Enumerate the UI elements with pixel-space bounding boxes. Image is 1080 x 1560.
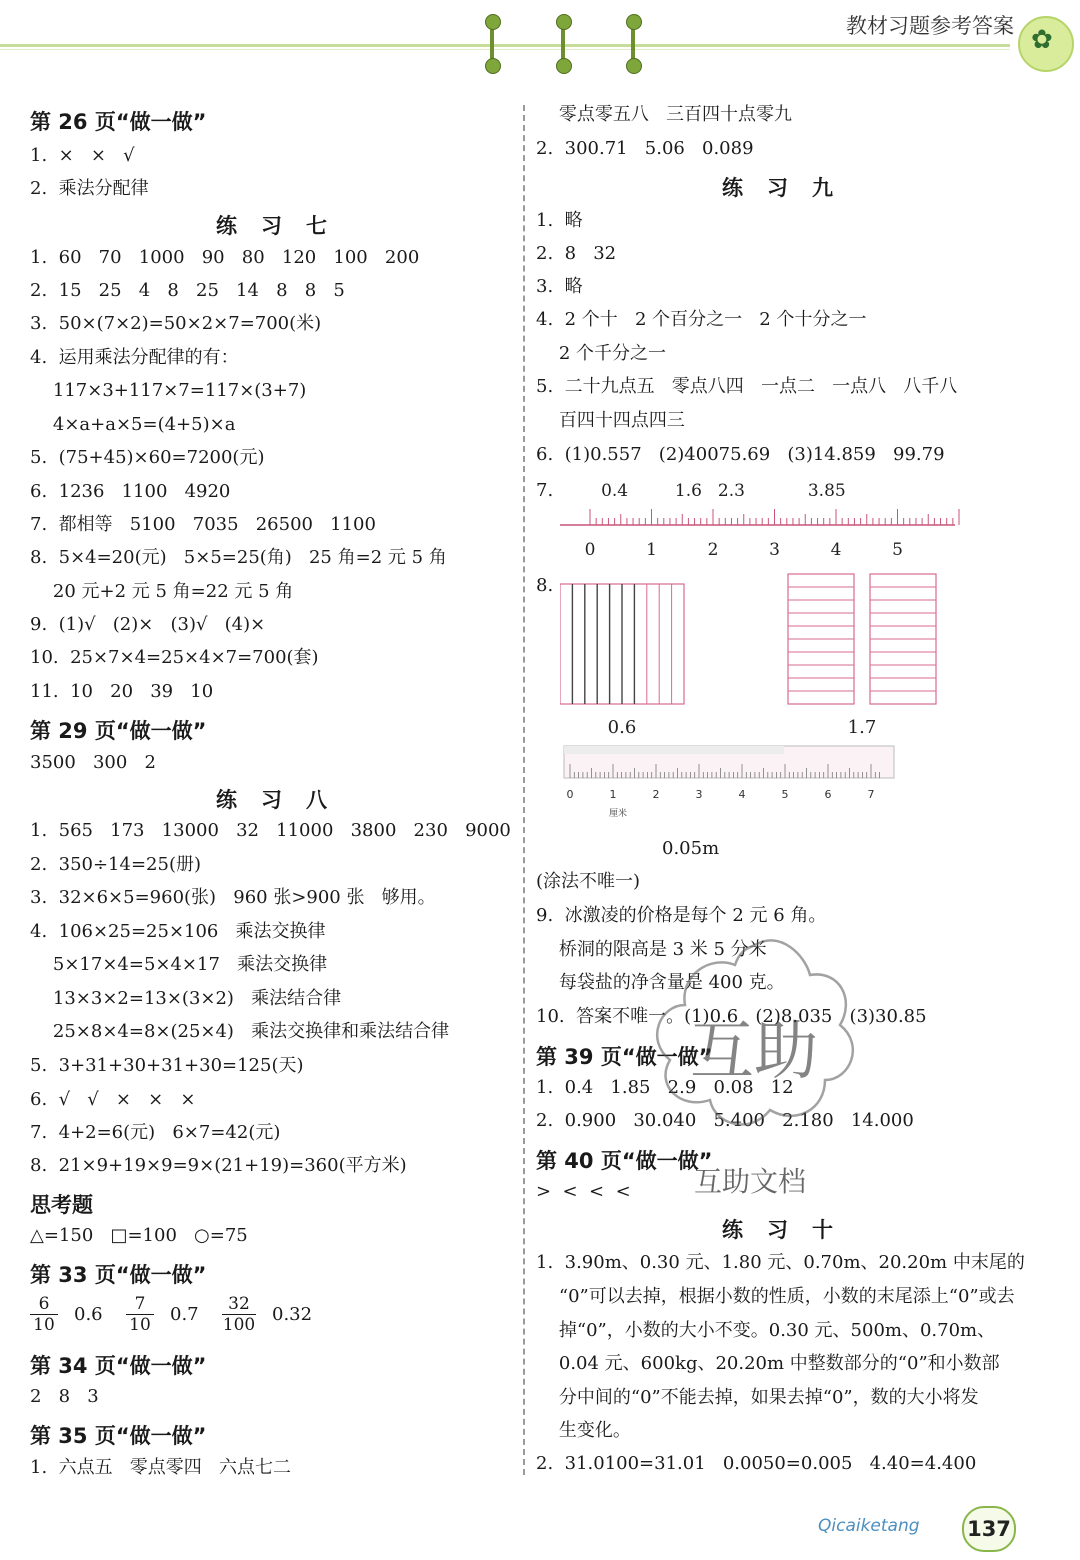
answer-line: 7. 都相等 5100 7035 26500 1100 <box>30 514 376 535</box>
left-column <box>30 0 520 1500</box>
answer-line: 13×3×2=13×(3×2) 乘法结合律 <box>30 988 342 1009</box>
answer-line: > < < < <box>536 1181 631 1202</box>
answer-line: “0”可以去掉，根据小数的性质，小数的末尾添上“0”或去 <box>536 1286 1015 1307</box>
denominator: 10 <box>129 1315 151 1335</box>
answer-line: 百四十四点四三 <box>536 410 685 431</box>
ruler-tick-label: 4 <box>830 540 842 560</box>
exercise-title: 练习七 <box>216 214 351 238</box>
decimal-value: 0.6 <box>74 1304 103 1325</box>
answer-line: 2. 300.71 5.06 0.089 <box>536 138 754 159</box>
grid-label: 1.7 <box>847 717 877 738</box>
watermark-small: 互助文档 <box>694 1165 807 1198</box>
decimal-value: 0.32 <box>272 1304 313 1325</box>
ruler-unit: 厘米 <box>608 809 628 819</box>
answer-line: △=150 □=100 ○=75 <box>30 1225 248 1246</box>
answer-line: 3. 略 <box>536 276 583 297</box>
answer-line: 117×3+117×7=117×(3+7) <box>30 380 307 401</box>
answer-line: 9. (1)√ (2)× (3)√ (4)× <box>30 614 266 635</box>
grid-1-whole <box>788 574 854 704</box>
ruler-tick-label: 3 <box>695 788 703 801</box>
answer-line: 3. 32×6×5=960(张) 960 张>900 张 够用。 <box>30 887 436 908</box>
answer-line: 1. 六点五 零点零四 六点七二 <box>30 1457 291 1478</box>
answer-line: 1. 60 70 1000 90 80 120 100 200 <box>30 247 420 268</box>
answer-line: 4×a+a×5=(4+5)×a <box>30 414 236 435</box>
answer-line: 11. 10 20 39 10 <box>30 681 214 702</box>
ruler-answer: 0.05m <box>662 838 720 859</box>
answer-line: 1. 565 173 13000 32 11000 3800 230 9000 <box>30 820 511 841</box>
ruler-tick-label: 2 <box>652 788 660 801</box>
ruler-mark-label: 3.85 <box>807 481 846 501</box>
section-heading: 第 40 页“做一做” <box>536 1149 713 1173</box>
numerator: 32 <box>222 1294 256 1315</box>
fraction <box>30 1294 58 1335</box>
answer-line: 4. 运用乘法分配律的有： <box>30 347 239 368</box>
ruler-tick-label: 4 <box>738 788 746 801</box>
answer-line: 9. 冰激凌的价格是每个 2 元 6 角。 <box>536 905 827 926</box>
ruler-tick-label: 0 <box>584 540 596 560</box>
section-heading: 第 33 页“做一做” <box>30 1263 207 1287</box>
fraction <box>222 1294 256 1335</box>
ruler-tick-label: 5 <box>781 788 789 801</box>
answer-line: 20 元+2 元 5 角=22 元 5 角 <box>30 581 294 602</box>
section-heading: 第 34 页“做一做” <box>30 1354 207 1378</box>
page-number: 137 <box>962 1506 1016 1552</box>
grid-1-part <box>870 574 936 704</box>
ruler-mark-label: 0.4 <box>601 481 629 501</box>
ruler-highlight <box>564 746 784 754</box>
section-heading: 第 39 页“做一做” <box>536 1045 713 1069</box>
exercise-title: 练习八 <box>216 788 351 812</box>
centimeter-ruler <box>560 740 920 820</box>
answer-line: 3500 300 2 <box>30 752 156 773</box>
ruler-mark-label: 1.6 <box>674 481 702 501</box>
watermark-big: 互助 <box>690 1015 818 1089</box>
answer-line: 2 8 3 <box>30 1386 99 1407</box>
denominator: 100 <box>222 1315 256 1335</box>
answer-line: 1. × × √ <box>30 145 135 166</box>
answer-line: 10. 答案不唯一。(1)0.6 (2)8.035 (3)30.85 <box>536 1006 927 1027</box>
section-heading: 第 26 页“做一做” <box>30 110 207 134</box>
header-title: 教材习题参考答案 <box>846 14 1014 38</box>
answer-line: 7. 4+2=6(元) 6×7=42(元) <box>30 1122 281 1143</box>
answer-line: 桥洞的限高是 3 米 5 分米 <box>536 939 767 960</box>
ruler-tick-label: 0 <box>566 788 574 801</box>
exercise-title: 练习十 <box>722 1218 857 1242</box>
answer-line: 0.04 元、600kg、20.20m 中整数部分的“0”和小数部 <box>536 1353 1000 1374</box>
answer-line: 6. 1236 1100 4920 <box>30 481 231 502</box>
answer-line: 3. 50×(7×2)=50×2×7=700(米) <box>30 313 322 334</box>
answer-line: 每袋盐的净含量是 400 克。 <box>536 972 785 993</box>
answer-line: 分中间的“0”不能去掉，如果去掉“0”，数的大小将发 <box>536 1387 979 1408</box>
answer-line: 1. 0.4 1.85 2.9 0.08 12 <box>536 1077 794 1098</box>
ruler-tick-label: 2 <box>707 540 719 560</box>
grid-0-6 <box>560 584 684 704</box>
section-heading: 思考题 <box>30 1193 93 1217</box>
answer-line: 1. 略 <box>536 210 583 231</box>
answer-line: 6. (1)0.557 (2)40075.69 (3)14.859 99.79 <box>536 444 945 465</box>
answer-line: 5. 二十九点五 零点八四 一点二 一点八 八千八 <box>536 376 958 397</box>
ruler-tick-label: 1 <box>646 540 657 560</box>
answer-line: 2. 15 25 4 8 25 14 8 8 5 <box>30 280 345 301</box>
number-line-ruler <box>560 470 960 565</box>
answer-line: 掉“0”，小数的大小不变。0.30 元、500m、0.70m、 <box>536 1320 996 1341</box>
numerator: 6 <box>30 1294 58 1315</box>
column-divider <box>523 105 525 1475</box>
fraction <box>126 1294 154 1335</box>
answer-line: 5. 3+31+30+31+30=125(天) <box>30 1055 304 1076</box>
answer-line: 7. <box>536 480 554 501</box>
numerator: 7 <box>126 1294 154 1315</box>
exercise-title: 练习九 <box>722 176 857 200</box>
ruler-tick-label: 3 <box>769 540 780 560</box>
ruler-mark-label: 2.3 <box>717 481 745 501</box>
answer-line: 8. 21×9+19×9=9×(21+19)=360(平方米) <box>30 1155 407 1176</box>
answer-line: 零点零五八 三百四十点零九 <box>536 104 793 125</box>
answer-line: 6. √ √ × × × <box>30 1089 196 1110</box>
answer-line: 8. <box>536 575 554 596</box>
answer-line: 2. 乘法分配律 <box>30 178 149 199</box>
fractions-row <box>30 1294 510 1344</box>
section-heading: 第 35 页“做一做” <box>30 1424 207 1448</box>
answer-line: (涂法不唯一) <box>536 871 641 892</box>
ruler-tick-label: 1 <box>609 788 617 801</box>
section-heading: 第 29 页“做一做” <box>30 719 207 743</box>
decimal-grids <box>560 568 960 743</box>
answer-line: 4. 2 个十 2 个百分之一 2 个十分之一 <box>536 309 867 330</box>
answer-line: 2 个千分之一 <box>536 343 667 364</box>
answer-line: 2. 8 32 <box>536 243 617 264</box>
answer-line: 2. 31.0100=31.01 0.0050=0.005 4.40=4.400 <box>536 1453 977 1474</box>
ruler-tick-label: 6 <box>824 788 832 801</box>
denominator: 10 <box>33 1315 55 1335</box>
answer-line: 2. 0.900 30.040 5.400 2.180 14.000 <box>536 1110 914 1131</box>
ruler-tick-label: 7 <box>867 788 875 801</box>
answer-line: 4. 106×25=25×106 乘法交换律 <box>30 921 326 942</box>
decimal-value: 0.7 <box>170 1304 199 1325</box>
answer-line: 生变化。 <box>536 1420 631 1441</box>
answer-line: 5×17×4=5×4×17 乘法交换律 <box>30 954 328 975</box>
ruler-tick-label: 5 <box>892 540 903 560</box>
footer-brand: Qicaiketang <box>818 1516 920 1536</box>
brand-logo-icon: ✿ <box>1018 16 1074 72</box>
answer-line: 2. 350÷14=25(册) <box>30 854 201 875</box>
grid-label: 0.6 <box>607 717 637 738</box>
answer-line: 8. 5×4=20(元) 5×5=25(角) 25 角=2 元 5 角 <box>30 547 447 568</box>
answer-line: 10. 25×7×4=25×4×7=700(套) <box>30 647 319 668</box>
answer-line: 5. (75+45)×60=7200(元) <box>30 447 265 468</box>
answer-line: 1. 3.90m、0.30 元、1.80 元、0.70m、20.20m 中末尾的 <box>536 1252 1025 1273</box>
answer-line: 25×8×4=8×(25×4) 乘法交换律和乘法结合律 <box>30 1021 450 1042</box>
